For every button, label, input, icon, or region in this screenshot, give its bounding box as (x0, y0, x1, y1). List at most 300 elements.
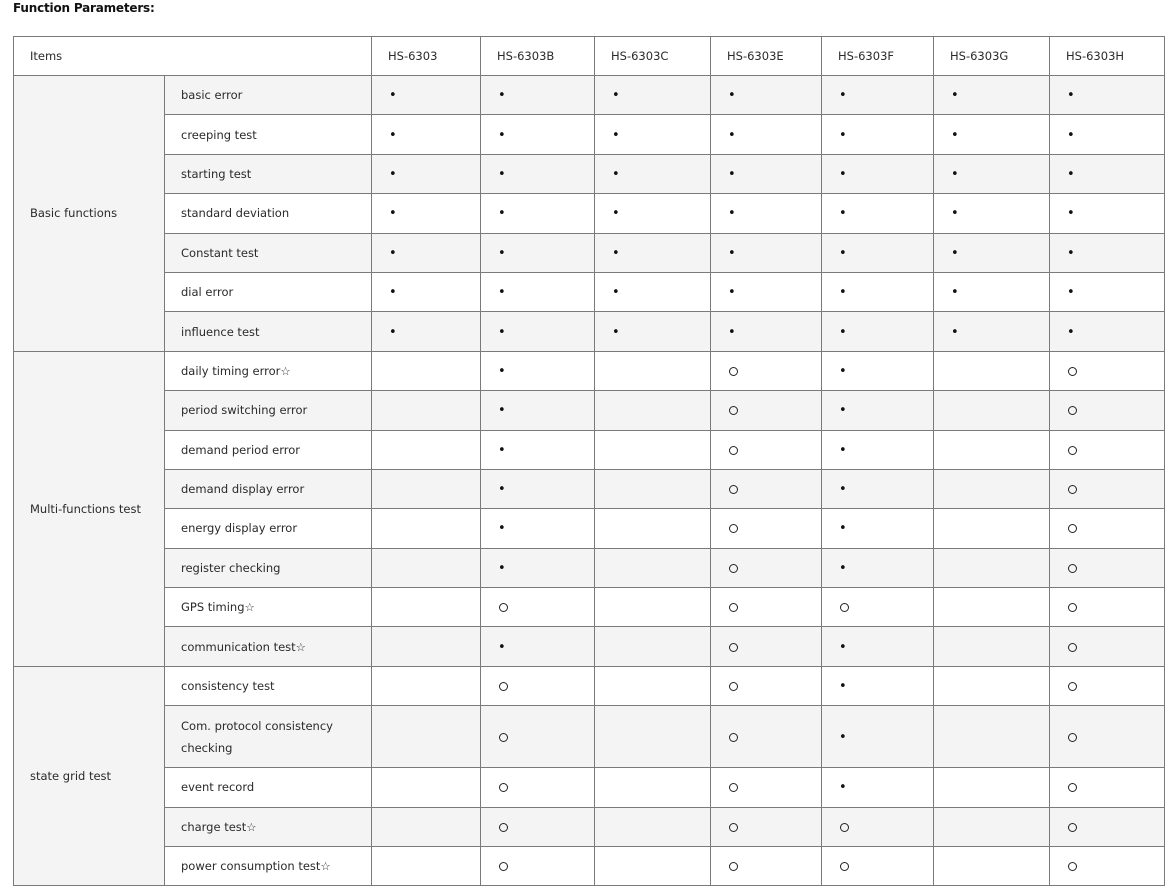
support-cell (711, 768, 822, 807)
filled-dot-icon: • (951, 245, 959, 261)
filled-dot-icon: • (389, 324, 397, 340)
support-cell (934, 312, 1050, 351)
function-label-cell (165, 272, 372, 311)
filled-dot-icon: • (389, 166, 397, 182)
support-cell (1050, 768, 1165, 807)
support-cell (481, 233, 595, 272)
support-cell (934, 272, 1050, 311)
support-cell (372, 807, 481, 846)
support-cell (822, 430, 934, 469)
table-row (14, 847, 1165, 886)
function-label: event record (181, 780, 255, 795)
support-cell (595, 272, 711, 311)
support-cell (822, 706, 934, 768)
filled-dot-icon: • (839, 639, 847, 655)
table-row (14, 588, 1165, 627)
header-row (14, 37, 1165, 76)
function-label: energy display error (181, 521, 298, 536)
filled-dot-icon: • (1067, 245, 1075, 261)
filled-dot-icon: • (839, 560, 847, 576)
support-cell (934, 194, 1050, 233)
support-cell (934, 115, 1050, 154)
support-cell (372, 115, 481, 154)
support-cell (481, 847, 595, 886)
support-cell (595, 469, 711, 508)
support-cell (481, 509, 595, 548)
hollow-circle-icon (1068, 446, 1077, 455)
support-cell (1050, 154, 1165, 193)
filled-dot-icon: • (839, 521, 847, 537)
support-cell (934, 706, 1050, 768)
filled-dot-icon: • (498, 403, 506, 419)
table-row (14, 115, 1165, 154)
table-row (14, 666, 1165, 705)
filled-dot-icon: • (839, 679, 847, 695)
support-cell (934, 233, 1050, 272)
filled-dot-icon: • (728, 88, 736, 104)
table-row (14, 312, 1165, 351)
function-label: starting test (181, 166, 252, 181)
function-label: register checking (181, 560, 281, 575)
filled-dot-icon: • (1067, 166, 1075, 182)
support-cell (711, 666, 822, 705)
hollow-circle-icon (729, 367, 738, 376)
support-cell (1050, 666, 1165, 705)
table-row (14, 509, 1165, 548)
support-cell (595, 351, 711, 390)
support-cell (934, 847, 1050, 886)
support-cell (481, 666, 595, 705)
filled-dot-icon: • (728, 206, 736, 222)
support-cell (372, 509, 481, 548)
hollow-circle-icon (499, 733, 508, 742)
hollow-circle-icon (1068, 603, 1077, 612)
hollow-circle-icon (1068, 862, 1077, 871)
support-cell (481, 115, 595, 154)
function-label: basic error (181, 88, 243, 103)
hollow-circle-icon (1068, 783, 1077, 792)
filled-dot-icon: • (1067, 285, 1075, 301)
hollow-circle-icon (1068, 682, 1077, 691)
support-cell (481, 627, 595, 666)
support-cell (711, 272, 822, 311)
support-cell (481, 706, 595, 768)
support-cell (481, 194, 595, 233)
group-label: Basic functions (14, 76, 165, 352)
support-cell (711, 194, 822, 233)
filled-dot-icon: • (951, 324, 959, 340)
function-label: GPS timing☆ (181, 600, 255, 615)
header-model: HS-6303F (822, 37, 934, 76)
support-cell (934, 768, 1050, 807)
table-row (14, 807, 1165, 846)
function-label-cell (165, 768, 372, 807)
hollow-circle-icon (729, 485, 738, 494)
support-cell (711, 588, 822, 627)
table-row (14, 272, 1165, 311)
support-cell (1050, 548, 1165, 587)
support-cell (822, 548, 934, 587)
support-cell (711, 548, 822, 587)
hollow-circle-icon (499, 783, 508, 792)
support-cell (372, 847, 481, 886)
function-label: power consumption test☆ (181, 859, 331, 874)
support-cell (822, 115, 934, 154)
function-label: standard deviation (181, 206, 290, 221)
support-cell (711, 391, 822, 430)
filled-dot-icon: • (498, 363, 506, 379)
filled-dot-icon: • (498, 166, 506, 182)
support-cell (595, 706, 711, 768)
filled-dot-icon: • (612, 166, 620, 182)
filled-dot-icon: • (612, 88, 620, 104)
filled-dot-icon: • (498, 521, 506, 537)
function-label-cell (165, 76, 372, 115)
support-cell (372, 768, 481, 807)
support-cell (822, 312, 934, 351)
support-cell (934, 430, 1050, 469)
header-model: HS-6303E (711, 37, 822, 76)
table-row (14, 768, 1165, 807)
filled-dot-icon: • (612, 206, 620, 222)
hollow-circle-icon (499, 682, 508, 691)
support-cell (934, 509, 1050, 548)
function-label: consistency test (181, 679, 275, 694)
support-cell (481, 391, 595, 430)
support-cell (711, 807, 822, 846)
function-label-cell (165, 807, 372, 846)
filled-dot-icon: • (839, 285, 847, 301)
filled-dot-icon: • (728, 245, 736, 261)
support-cell (822, 768, 934, 807)
support-cell (1050, 706, 1165, 768)
support-cell (372, 194, 481, 233)
support-cell (822, 272, 934, 311)
function-label-cell (165, 312, 372, 351)
function-label: period switching error (181, 403, 308, 418)
filled-dot-icon: • (498, 206, 506, 222)
hollow-circle-icon (1068, 733, 1077, 742)
support-cell (481, 430, 595, 469)
hollow-circle-icon (729, 733, 738, 742)
filled-dot-icon: • (389, 127, 397, 143)
support-cell (822, 469, 934, 508)
support-cell (822, 154, 934, 193)
filled-dot-icon: • (389, 245, 397, 261)
support-cell (372, 548, 481, 587)
support-cell (934, 588, 1050, 627)
support-cell (595, 509, 711, 548)
header-model: HS-6303 (372, 37, 481, 76)
filled-dot-icon: • (839, 482, 847, 498)
hollow-circle-icon (729, 603, 738, 612)
filled-dot-icon: • (839, 442, 847, 458)
support-cell (1050, 627, 1165, 666)
function-label-cell (165, 233, 372, 272)
table-row (14, 627, 1165, 666)
page-title: Function Parameters: (13, 1, 155, 15)
function-label: demand period error (181, 442, 300, 457)
support-cell (595, 154, 711, 193)
filled-dot-icon: • (498, 442, 506, 458)
support-cell (934, 469, 1050, 508)
header-model: HS-6303C (595, 37, 711, 76)
support-cell (372, 430, 481, 469)
function-label-cell (165, 430, 372, 469)
support-cell (934, 627, 1050, 666)
hollow-circle-icon (1068, 485, 1077, 494)
support-cell (822, 627, 934, 666)
function-label-cell (165, 194, 372, 233)
support-cell (711, 154, 822, 193)
filled-dot-icon: • (1067, 88, 1075, 104)
support-cell (595, 627, 711, 666)
support-cell (711, 351, 822, 390)
support-cell (595, 768, 711, 807)
header-model: HS-6303G (934, 37, 1050, 76)
support-cell (372, 351, 481, 390)
hollow-circle-icon (729, 862, 738, 871)
support-cell (481, 154, 595, 193)
support-cell (1050, 807, 1165, 846)
function-label: communication test☆ (181, 639, 306, 654)
function-label-cell (165, 115, 372, 154)
hollow-circle-icon (499, 603, 508, 612)
function-label: daily timing error☆ (181, 363, 291, 378)
function-label-cell (165, 627, 372, 666)
support-cell (372, 706, 481, 768)
function-label-cell (165, 588, 372, 627)
support-cell (595, 391, 711, 430)
support-cell (711, 509, 822, 548)
support-cell (372, 469, 481, 508)
support-cell (1050, 509, 1165, 548)
support-cell (372, 272, 481, 311)
function-parameters-table (13, 36, 1165, 886)
filled-dot-icon: • (728, 324, 736, 340)
function-label-cell (165, 351, 372, 390)
filled-dot-icon: • (951, 166, 959, 182)
support-cell (481, 807, 595, 846)
support-cell (822, 588, 934, 627)
filled-dot-icon: • (839, 324, 847, 340)
header-items: Items (14, 37, 372, 76)
support-cell (372, 312, 481, 351)
support-cell (481, 76, 595, 115)
support-cell (1050, 115, 1165, 154)
support-cell (372, 627, 481, 666)
table-row (14, 76, 1165, 115)
function-label: influence test (181, 324, 260, 339)
support-cell (595, 430, 711, 469)
function-label: demand display error (181, 482, 305, 497)
support-cell (595, 194, 711, 233)
filled-dot-icon: • (612, 285, 620, 301)
table-row (14, 154, 1165, 193)
support-cell (934, 666, 1050, 705)
support-cell (372, 391, 481, 430)
support-cell (1050, 233, 1165, 272)
support-cell (711, 312, 822, 351)
filled-dot-icon: • (1067, 324, 1075, 340)
support-cell (1050, 312, 1165, 351)
filled-dot-icon: • (498, 560, 506, 576)
table-row (14, 351, 1165, 390)
filled-dot-icon: • (839, 729, 847, 745)
support-cell (481, 588, 595, 627)
support-cell (822, 233, 934, 272)
support-cell (934, 351, 1050, 390)
filled-dot-icon: • (498, 324, 506, 340)
support-cell (1050, 847, 1165, 886)
support-cell (481, 548, 595, 587)
support-cell (822, 76, 934, 115)
hollow-circle-icon (729, 564, 738, 573)
filled-dot-icon: • (951, 88, 959, 104)
support-cell (711, 430, 822, 469)
support-cell (595, 312, 711, 351)
support-cell (595, 233, 711, 272)
filled-dot-icon: • (839, 88, 847, 104)
function-label-cell (165, 548, 372, 587)
header-model: HS-6303B (481, 37, 595, 76)
function-label-cell (165, 509, 372, 548)
function-label-cell (165, 469, 372, 508)
table-body (14, 37, 1165, 886)
filled-dot-icon: • (612, 127, 620, 143)
filled-dot-icon: • (728, 166, 736, 182)
hollow-circle-icon (840, 862, 849, 871)
support-cell (822, 847, 934, 886)
support-cell (711, 627, 822, 666)
filled-dot-icon: • (839, 363, 847, 379)
filled-dot-icon: • (728, 127, 736, 143)
function-label-cell (165, 706, 372, 768)
support-cell (711, 469, 822, 508)
hollow-circle-icon (1068, 524, 1077, 533)
table-row (14, 430, 1165, 469)
group-label: Multi-functions test (14, 351, 165, 666)
filled-dot-icon: • (498, 88, 506, 104)
support-cell (372, 666, 481, 705)
table-row (14, 548, 1165, 587)
filled-dot-icon: • (839, 403, 847, 419)
filled-dot-icon: • (498, 285, 506, 301)
support-cell (1050, 391, 1165, 430)
hollow-circle-icon (729, 783, 738, 792)
support-cell (934, 391, 1050, 430)
support-cell (822, 391, 934, 430)
support-cell (481, 272, 595, 311)
support-cell (595, 548, 711, 587)
hollow-circle-icon (1068, 643, 1077, 652)
table-row (14, 469, 1165, 508)
function-label: Com. protocol consistency checking (181, 718, 333, 755)
support-cell (1050, 194, 1165, 233)
table-row (14, 233, 1165, 272)
hollow-circle-icon (1068, 367, 1077, 376)
filled-dot-icon: • (951, 206, 959, 222)
function-label: creeping test (181, 127, 257, 142)
table-row (14, 194, 1165, 233)
support-cell (934, 76, 1050, 115)
hollow-circle-icon (840, 603, 849, 612)
header-model: HS-6303H (1050, 37, 1165, 76)
support-cell (1050, 351, 1165, 390)
support-cell (372, 76, 481, 115)
support-cell (372, 588, 481, 627)
function-label: charge test☆ (181, 819, 257, 834)
support-cell (822, 509, 934, 548)
function-label-cell (165, 847, 372, 886)
support-cell (1050, 76, 1165, 115)
hollow-circle-icon (729, 406, 738, 415)
filled-dot-icon: • (389, 285, 397, 301)
support-cell (595, 588, 711, 627)
support-cell (934, 154, 1050, 193)
hollow-circle-icon (840, 823, 849, 832)
function-label-cell (165, 154, 372, 193)
support-cell (481, 351, 595, 390)
support-cell (1050, 588, 1165, 627)
support-cell (711, 115, 822, 154)
table-row (14, 706, 1165, 768)
hollow-circle-icon (1068, 406, 1077, 415)
support-cell (481, 768, 595, 807)
support-cell (1050, 272, 1165, 311)
hollow-circle-icon (729, 682, 738, 691)
support-cell (481, 312, 595, 351)
filled-dot-icon: • (839, 166, 847, 182)
filled-dot-icon: • (612, 324, 620, 340)
filled-dot-icon: • (839, 245, 847, 261)
function-label-cell (165, 666, 372, 705)
support-cell (822, 807, 934, 846)
support-cell (372, 154, 481, 193)
group-label: state grid test (14, 666, 165, 886)
support-cell (1050, 430, 1165, 469)
support-cell (595, 666, 711, 705)
support-cell (481, 469, 595, 508)
filled-dot-icon: • (498, 127, 506, 143)
hollow-circle-icon (729, 446, 738, 455)
function-label-cell (165, 391, 372, 430)
hollow-circle-icon (1068, 823, 1077, 832)
support-cell (595, 847, 711, 886)
support-cell (822, 666, 934, 705)
function-label: Constant test (181, 245, 259, 260)
hollow-circle-icon (729, 823, 738, 832)
support-cell (934, 807, 1050, 846)
support-cell (595, 76, 711, 115)
filled-dot-icon: • (728, 285, 736, 301)
support-cell (711, 76, 822, 115)
filled-dot-icon: • (612, 245, 620, 261)
hollow-circle-icon (499, 862, 508, 871)
hollow-circle-icon (729, 643, 738, 652)
support-cell (595, 115, 711, 154)
support-cell (822, 194, 934, 233)
function-label: dial error (181, 285, 234, 300)
filled-dot-icon: • (839, 780, 847, 796)
hollow-circle-icon (499, 823, 508, 832)
filled-dot-icon: • (951, 285, 959, 301)
filled-dot-icon: • (389, 206, 397, 222)
filled-dot-icon: • (951, 127, 959, 143)
support-cell (595, 807, 711, 846)
support-cell (934, 548, 1050, 587)
filled-dot-icon: • (498, 639, 506, 655)
